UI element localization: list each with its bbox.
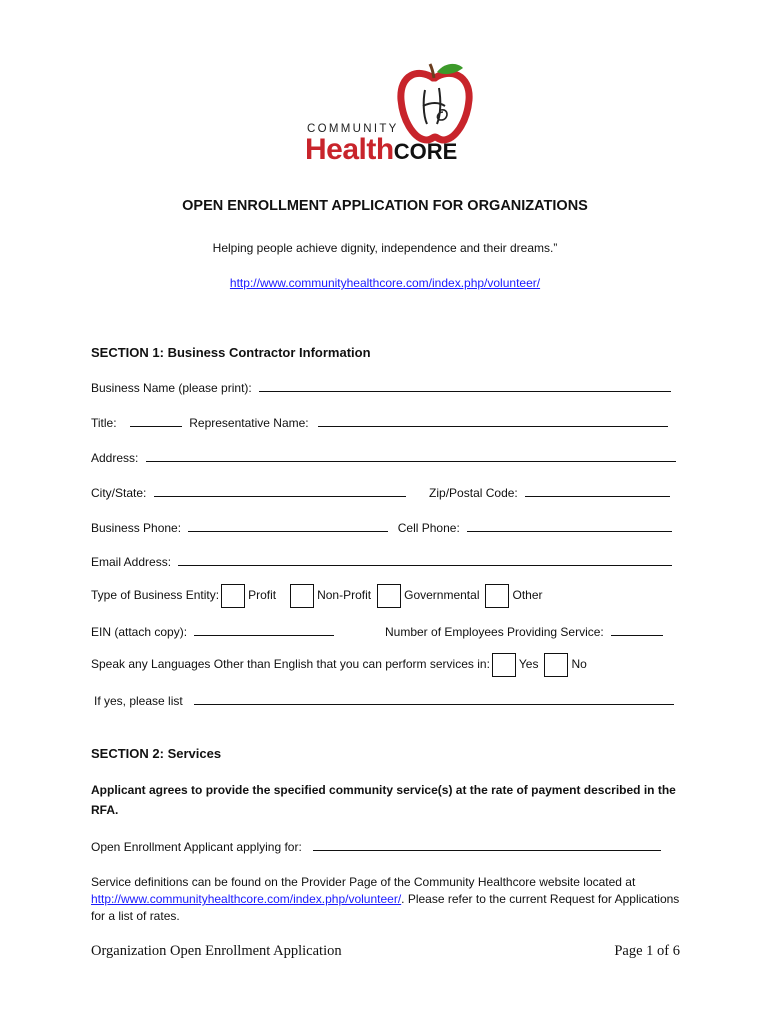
- volunteer-link[interactable]: http://www.communityhealthcore.com/index.php/volunteer/: [229, 276, 541, 290]
- representative-field[interactable]: [318, 415, 668, 427]
- employees-field[interactable]: [611, 624, 663, 636]
- title-row: [91, 415, 668, 430]
- title-label: Title:: [91, 416, 117, 430]
- representative-label: Representative Name:: [189, 416, 309, 430]
- business-phone-label: Business Phone:: [91, 521, 182, 535]
- address-row: [91, 450, 676, 465]
- logo-core-word: CORE: [393, 139, 458, 164]
- email-row: [91, 554, 672, 569]
- languages-label: Speak any Languages Other than English that you can perform services in:: [91, 657, 490, 672]
- ein-row: [91, 624, 334, 639]
- document-title: OPEN ENROLLMENT APPLICATION FOR ORGANIZATIONS: [182, 198, 588, 214]
- applying-row: [91, 839, 661, 854]
- email-label: Email Address:: [91, 555, 172, 569]
- other-label: Other: [512, 588, 543, 603]
- employees-label: Number of Employees Providing Service:: [385, 625, 604, 639]
- business-name-field[interactable]: [259, 380, 671, 392]
- languages-list-label: If yes, please list: [94, 694, 183, 708]
- logo-community-text: COMMUNITY: [307, 123, 399, 135]
- yes-label: Yes: [518, 657, 539, 672]
- community-healthcore-logo: [305, 60, 475, 175]
- definitions-pre: Service definitions can be found on the Provider Page of the Community Healthcore website located at: [91, 875, 636, 889]
- logo-health-word: Health: [305, 133, 394, 166]
- non-profit-checkbox[interactable]: [290, 584, 314, 608]
- title-field[interactable]: [130, 415, 182, 427]
- entity-type-row: [91, 584, 543, 608]
- city-state-label: City/State:: [91, 486, 147, 500]
- languages-no-checkbox[interactable]: [544, 653, 568, 677]
- definitions-link[interactable]: http://www.communityhealthcore.com/index.php/volunteer/: [91, 892, 402, 906]
- address-label: Address:: [91, 451, 139, 465]
- agreement-text: Applicant agrees to provide the specified community service(s) at the rate of payment described in the RFA.: [91, 783, 676, 817]
- footer-page-number: Page 1 of 6: [614, 943, 680, 959]
- cell-phone-label: Cell Phone:: [397, 521, 460, 535]
- governmental-label: Governmental: [404, 588, 480, 603]
- city-state-field[interactable]: [154, 485, 406, 497]
- applying-field[interactable]: [313, 839, 661, 851]
- entity-type-label: Type of Business Entity:: [91, 588, 220, 603]
- logo-healthcore-text: [305, 133, 457, 167]
- employees-row: [385, 624, 663, 639]
- service-definitions-text: [91, 874, 681, 925]
- footer-document-name: Organization Open Enrollment Application: [91, 943, 342, 959]
- definitions-post: . Please refer to the current Request for Applications for a list of rates.: [91, 892, 680, 923]
- languages-list-row: [94, 693, 674, 708]
- section1-heading: SECTION 1: Business Contractor Information: [91, 345, 371, 360]
- profit-checkbox[interactable]: [221, 584, 245, 608]
- email-field[interactable]: [178, 554, 672, 566]
- languages-list-field[interactable]: [194, 693, 674, 705]
- business-name-label: Business Name (please print):: [91, 381, 252, 395]
- non-profit-label: Non-Profit: [317, 588, 372, 603]
- no-label: No: [571, 657, 587, 672]
- governmental-checkbox[interactable]: [377, 584, 401, 608]
- business-phone-field[interactable]: [188, 520, 388, 532]
- other-checkbox[interactable]: [485, 584, 509, 608]
- cell-phone-field[interactable]: [467, 520, 672, 532]
- ein-field[interactable]: [194, 624, 334, 636]
- section2-heading: SECTION 2: Services: [91, 746, 222, 761]
- city-zip-row: [91, 485, 670, 500]
- address-field[interactable]: [146, 450, 676, 462]
- ein-label: EIN (attach copy):: [91, 625, 188, 639]
- zip-field[interactable]: [525, 485, 670, 497]
- applying-label: Open Enrollment Applicant applying for:: [91, 840, 302, 854]
- languages-yes-checkbox[interactable]: [492, 653, 516, 677]
- phone-row: [91, 520, 672, 535]
- business-name-row: [91, 380, 671, 395]
- zip-label: Zip/Postal Code:: [429, 486, 518, 500]
- tagline: Helping people achieve dignity, independence and their dreams.”: [212, 241, 558, 255]
- languages-row: [91, 653, 587, 677]
- profit-label: Profit: [248, 588, 277, 603]
